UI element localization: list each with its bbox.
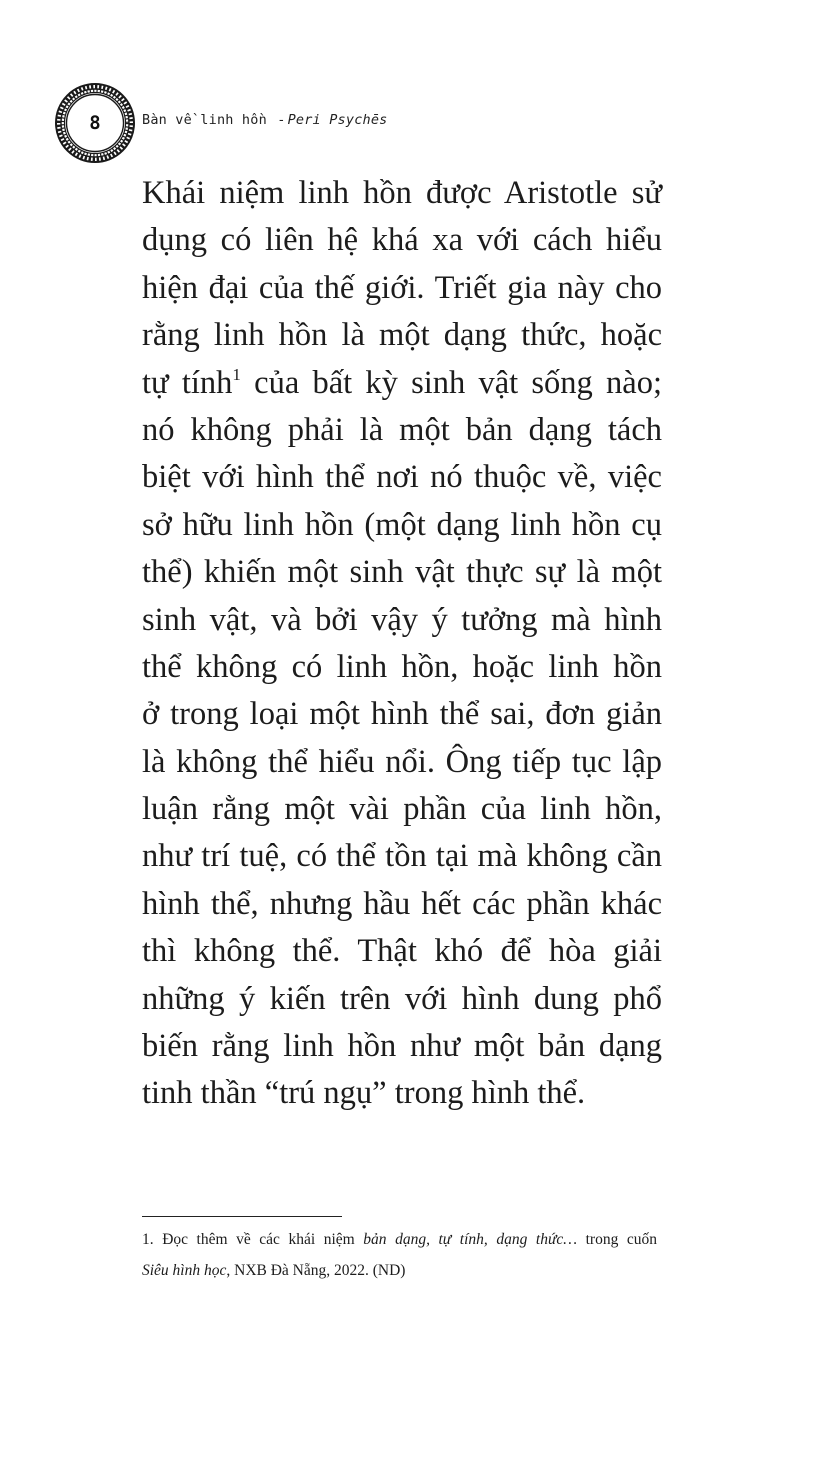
page-number: 8 <box>89 112 101 134</box>
body-line: biến rằng linh hồn như một bản dạng <box>142 1028 662 1065</box>
body-line: sinh vật, và bởi vậy ý tưởng mà hình <box>142 601 662 638</box>
footnote-divider <box>142 1216 342 1217</box>
body-line: thể không có linh hồn, hoặc linh hồn <box>142 648 662 685</box>
body-line: hình thể, nhưng hầu hết các phần khác <box>142 885 662 922</box>
footnote-text: trong cuốn <box>585 1231 658 1248</box>
body-line: nó không phải là một bản dạng tách <box>142 411 662 448</box>
footnote <box>142 1224 657 1286</box>
book-title: Bàn về linh hồn <box>142 112 267 128</box>
running-head <box>142 112 388 128</box>
book-subtitle: Peri Psychēs <box>287 112 388 128</box>
body-line: là không thể hiểu nổi. Ông tiếp tục lập <box>142 743 662 780</box>
body-line: ở trong loại một hình thể sai, đơn giản <box>142 696 662 733</box>
footnote-number: 1. <box>142 1231 154 1248</box>
title-separator: - <box>277 112 286 128</box>
body-line: thì không thể. Thật khó để hòa giải <box>142 933 662 970</box>
body-line: những ý kiến trên với hình dung phổ <box>142 980 662 1017</box>
body-line: hiện đại của thế giới. Triết gia này cho <box>142 269 662 306</box>
footnote-publisher: , NXB Đà Nẵng, 2022. (ND) <box>226 1262 406 1279</box>
page-number-badge <box>55 83 135 163</box>
body-line: dụng có liên hệ khá xa với cách hiểu <box>142 222 662 259</box>
footnote-italic-terms: bản dạng, tự tính, dạng thức… <box>363 1231 578 1248</box>
body-line: rằng linh hồn là một dạng thức, hoặc <box>142 317 662 354</box>
footnote-text: Đọc thêm về các khái niệm <box>162 1231 355 1248</box>
body-text-fragment: tự tính <box>142 364 233 401</box>
footnote-book-title: Siêu hình học <box>142 1262 227 1279</box>
body-paragraph <box>142 170 662 1118</box>
page-header <box>55 83 755 167</box>
body-line: Khái niệm linh hồn được Aristotle sử <box>142 175 662 211</box>
footnote-line <box>142 1255 657 1286</box>
body-line: như trí tuệ, có thể tồn tại mà không cần <box>142 838 662 875</box>
body-line: biệt với hình thể nơi nó thuộc về, việc <box>142 459 662 496</box>
footnote-reference[interactable]: 1 <box>232 364 241 384</box>
body-line: thể) khiến một sinh vật thực sự là một <box>142 554 662 591</box>
body-line: tinh thần “trú ngụ” trong hình thể. <box>142 1075 586 1112</box>
body-line: sở hữu linh hồn (một dạng linh hồn cụ <box>142 506 662 543</box>
footnote-line <box>142 1224 657 1255</box>
body-line: luận rằng một vài phần của linh hồn, <box>142 791 662 828</box>
body-line <box>142 360 662 407</box>
body-text-fragment: của bất kỳ sinh vật sống nào; <box>254 364 662 401</box>
